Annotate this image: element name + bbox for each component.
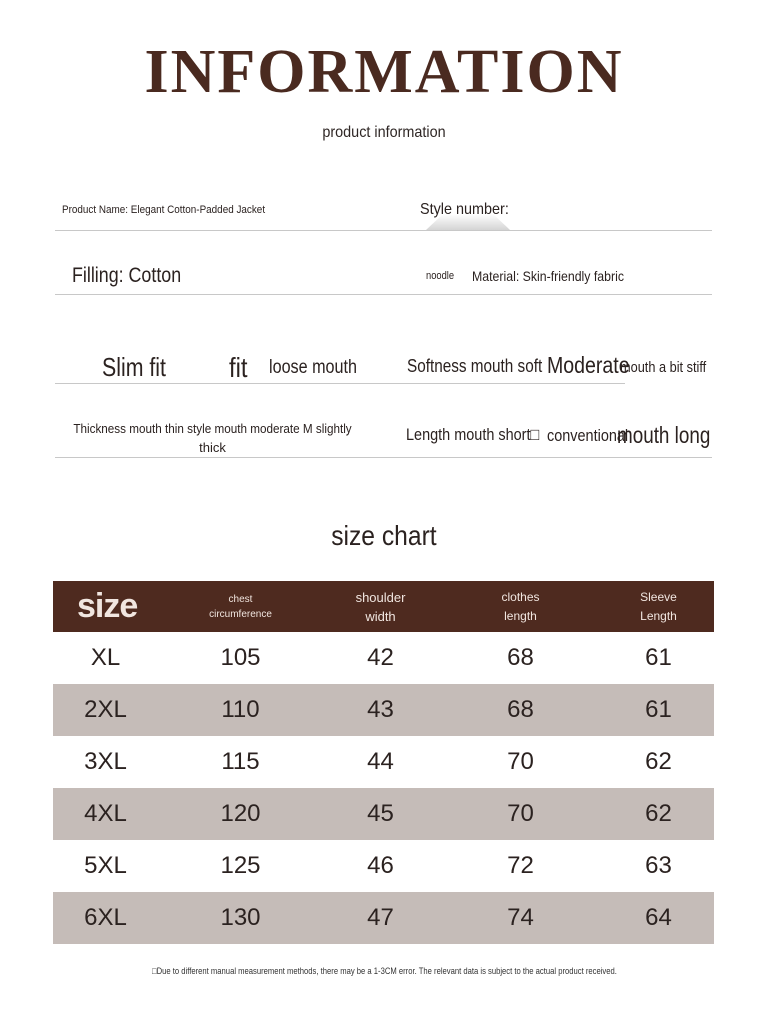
cell-size: 6XL (84, 904, 127, 931)
noodle-label (426, 270, 459, 282)
cell-shoulder: 46 (367, 852, 394, 879)
cell-clothes-length: 68 (507, 696, 534, 723)
cell-size: 4XL (84, 800, 127, 827)
header-shoulder-line2: width (365, 608, 396, 624)
fit-slim-text: Slim fit (102, 352, 166, 382)
header-chest-line1: chest (228, 593, 253, 605)
cell-sleeve-length: 63 (645, 852, 672, 879)
cell-chest: 105 (220, 644, 261, 671)
cell-shoulder: 43 (367, 696, 394, 723)
cell-clothes-length: 70 (507, 748, 534, 775)
divider (55, 457, 712, 458)
softness-soft-text: Softness mouth soft (407, 356, 543, 376)
header-sleeve-line1: Sleeve (640, 589, 677, 604)
cell-chest: 110 (221, 696, 260, 723)
cell-clothes-length: 74 (507, 904, 534, 931)
style-number-text: Style number: (420, 201, 509, 218)
header-sleeve-length (603, 588, 714, 626)
cell-clothes-length: 68 (507, 644, 534, 671)
cell-sleeve-length: 61 (645, 696, 672, 723)
header-size: size (77, 587, 138, 625)
fit-regular-text: fit (229, 352, 248, 383)
header-sleeve-line2: Length (640, 608, 677, 623)
softness-stiff (620, 359, 721, 376)
thickness-line2: thick (199, 440, 226, 455)
length-long (617, 422, 731, 449)
divider (55, 230, 712, 231)
cell-clothes-length: 72 (507, 852, 534, 879)
fit-loose-text: loose mouth (269, 357, 357, 378)
material-text: Material: Skin-friendly fabric (472, 268, 625, 284)
cell-chest: 125 (220, 852, 261, 879)
header-shoulder-line1: shoulder (355, 589, 406, 605)
cell-sleeve-length: 62 (645, 748, 672, 775)
size-chart-title-text: size chart (331, 520, 437, 551)
page-title: INFORMATION (144, 38, 624, 106)
cell-shoulder: 45 (367, 800, 394, 827)
thickness (55, 419, 370, 457)
divider (55, 383, 625, 384)
fit-loose (269, 357, 373, 379)
cell-shoulder: 44 (367, 748, 394, 775)
header-clothes-length (438, 588, 603, 626)
length-conventional-text: conventional (547, 426, 629, 445)
header-clothes-line2: length (504, 608, 537, 623)
table-row (53, 840, 714, 892)
length-long-text: mouth long (617, 422, 711, 448)
cell-shoulder: 42 (367, 644, 394, 671)
cell-sleeve-length: 64 (645, 904, 672, 931)
style-number (420, 201, 519, 219)
divider (55, 294, 712, 295)
softness-soft (407, 356, 566, 377)
table-row (53, 632, 714, 684)
size-chart-title (0, 520, 768, 552)
filling-text: Filling: Cotton (72, 264, 182, 287)
table-row (53, 892, 714, 944)
softness-stiff-text: mouth a bit stiff (620, 359, 707, 376)
material (472, 268, 645, 284)
table-row (53, 736, 714, 788)
cell-size: 3XL (84, 748, 127, 775)
fit-slim (102, 352, 180, 383)
header-chest-line2: circumference (209, 608, 272, 620)
measurement-note-text: □Due to different manual measurement methods, there may be a 1-3CM error. The relevant data is subject to the actual product received. (151, 966, 617, 976)
table-header (53, 581, 714, 632)
cell-clothes-length: 70 (507, 800, 534, 827)
cell-sleeve-length: 61 (645, 644, 672, 671)
product-name (62, 204, 288, 216)
size-table (53, 581, 714, 944)
header-shoulder (323, 588, 438, 626)
cell-size: 5XL (84, 852, 127, 879)
table-row (53, 788, 714, 840)
cell-chest: 115 (221, 748, 260, 775)
thickness-line1: Thickness mouth thin style mouth moderate M slightly (73, 421, 352, 436)
cell-size: XL (90, 644, 121, 671)
product-name-text: Product Name: Elegant Cotton-Padded Jacket (62, 204, 266, 216)
filling (72, 264, 200, 288)
cell-size: 2XL (84, 696, 127, 723)
header-chest (158, 592, 323, 622)
cell-sleeve-length: 62 (645, 800, 672, 827)
fit-regular (229, 352, 251, 384)
table-row (53, 684, 714, 736)
header-clothes-line1: clothes (501, 589, 540, 604)
page-subtitle: product information (322, 124, 446, 141)
measurement-note (0, 966, 768, 976)
cell-chest: 120 (220, 800, 261, 827)
length-short-text: Length mouth short□ (406, 425, 540, 444)
softness-moderate-text: Moderate (547, 352, 630, 378)
cell-chest: 130 (220, 904, 261, 931)
cell-shoulder: 47 (367, 904, 394, 931)
length-short (406, 425, 563, 445)
noodle-text: noodle (426, 270, 455, 282)
